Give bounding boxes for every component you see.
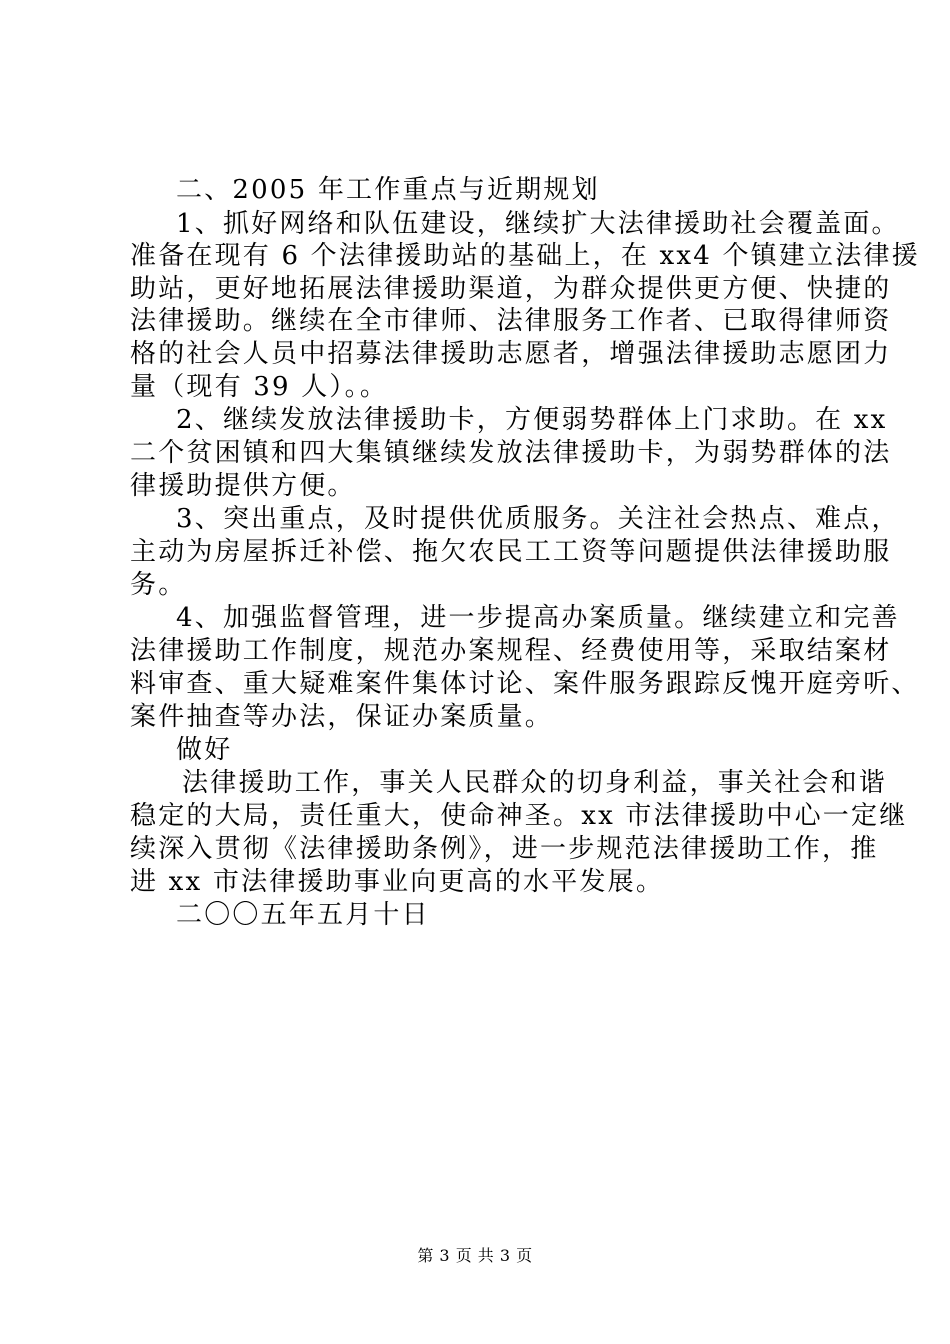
paragraph-line: 1、抓好网络和队伍建设，继续扩大法律援助社会覆盖面。 (176, 209, 900, 239)
paragraph-line: 法律援助。继续在全市律师、法律服务工作者、已取得律师资 (130, 306, 892, 336)
page-number-label: 第 3 页 共 3 页 (417, 1246, 533, 1265)
paragraph-line: 法律援助工作制度，规范办案规程、经费使用等，采取结案材 (130, 636, 892, 666)
paragraph-line: 3、突出重点，及时提供优质服务。关注社会热点、难点， (176, 504, 900, 534)
paragraph-line: 料审查、重大疑难案件集体讨论、案件服务跟踪反愧开庭旁听、 (130, 669, 920, 699)
section-heading: 二、2005 年工作重点与近期规划 (176, 175, 600, 205)
paragraph-line: 助站，更好地拓展法律援助渠道，为群众提供更方便、快捷的 (130, 274, 892, 304)
paragraph-line: 二个贫困镇和四大集镇继续发放法律援助卡，为弱势群体的法 (130, 438, 892, 468)
paragraph-line: 准备在现有 6 个法律援助站的基础上，在 xx4 个镇建立法律援 (130, 241, 920, 271)
document-date: 二〇〇五年五月十日 (176, 900, 430, 930)
paragraph-line: 量（现有 39 人）。。 (130, 372, 389, 402)
paragraph-line: 律援助提供方便。 (130, 471, 356, 501)
paragraph-line: 续深入贯彻《法律援助条例》，进一步规范法律援助工作，推 (130, 834, 879, 864)
paragraph-line: 务。 (130, 570, 187, 600)
paragraph-line: 做好 (176, 735, 233, 765)
paragraph-line: 法律援助工作，事关人民群众的切身利益，事关社会和谐 (182, 768, 888, 798)
paragraph-line: 4、加强监督管理，进一步提高办案质量。继续建立和完善 (176, 603, 900, 633)
paragraph-line: 稳定的大局，责任重大，使命神圣。xx 市法律援助中心一定继 (130, 801, 908, 831)
paragraph-line: 格的社会人员中招募法律援助志愿者，增强法律援助志愿团力 (130, 339, 892, 369)
page-footer (0, 1245, 950, 1267)
paragraph-line: 案件抽查等办法，保证办案质量。 (130, 702, 554, 732)
paragraph-line: 进 xx 市法律援助事业向更高的水平发展。 (130, 867, 665, 897)
paragraph-line: 2、继续发放法律援助卡，方便弱势群体上门求助。在 xx (176, 405, 888, 435)
paragraph-line: 主动为房屋拆迁补偿、拖欠农民工工资等问题提供法律援助服 (130, 537, 892, 567)
